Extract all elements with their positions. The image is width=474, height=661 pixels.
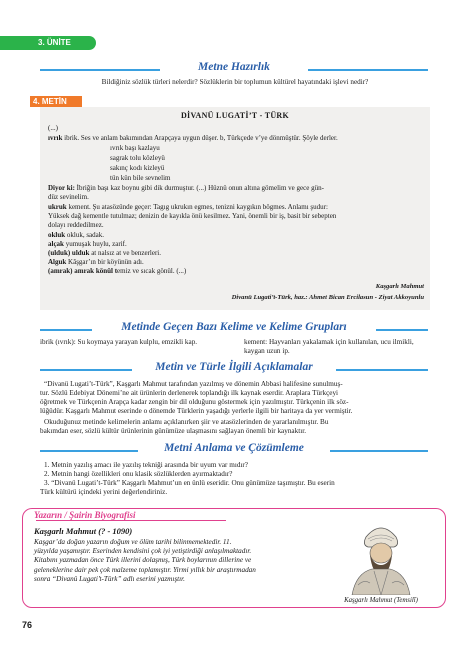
reading-title: DİVANÜ LUGATİ’T - TÜRK: [180, 111, 290, 120]
reading-line: ukruk kement. Şu atasözünde geçer: Tagıg ukrukın egmes, tenizni kaygıkın bögmes. Anlamı şudur:: [48, 203, 328, 211]
reading-line: ıvrık ibrik. Ses ve anlam bakımından Arapçaya uygun düşer. b, Türkçede v’ye dönmüştür. Şöyle derler.: [48, 134, 338, 142]
biography-heading: Yazarın / Şairin Biyografisi: [34, 510, 136, 520]
explanation-line: bakımdan eser, sözlü kültür ürünlerinin günümüze ulaşmasını sağlayan önemli bir kaynaktır.: [40, 427, 306, 435]
reading-line: dolayı reddedilmez.: [48, 221, 104, 229]
unit-tab: 3. ÜNİTE: [0, 36, 96, 50]
page-number: 76: [22, 620, 33, 630]
question-3: 3. “Divanü Lugati’t-Türk” Kaşgarlı Mahmut’un en ünlü eseridir. Onu günümüze taşımıştır. Bu eserin: [44, 479, 335, 487]
portrait-caption: Kaşgarlı Mahmut (Temsilî): [344, 597, 418, 604]
biography-text: [34, 538, 334, 584]
biography-line: yüzyılda yaşamıştır. Eserinden kendisini çok iyi yetiştirdiği anlaşılmaktadır.: [34, 547, 252, 556]
reading-line: okluk okluk, sadak.: [48, 231, 105, 239]
section-title: Metne Hazırlık: [198, 61, 270, 73]
poem-line: tün kün bile sevnelim: [110, 174, 171, 182]
reading-line: (...): [48, 124, 58, 132]
section-header-metne-hazirlik: [40, 62, 428, 76]
portrait-illustration: [344, 515, 418, 595]
poem-line: sakınç kodı kizleyü: [110, 164, 165, 172]
explanation-line: öğretmek ve Türkçenin Arapça kadar zengin bir dil olduğunu göstermek için yazılmıştır. Türkçenin ilk söz-: [40, 398, 349, 406]
question-3-cont: Türk kültürü içindeki yerini değerlendiriniz.: [40, 488, 168, 496]
question-2: 2. Metnin hangi özellikleri onu klasik sözlüklerden ayırmaktadır?: [44, 470, 233, 478]
biography-line: Kaşgar’da doğan yazarın doğum ve ölüm tarihi bilinmemektedir. 11.: [34, 538, 232, 546]
reading-line: Alguk Kâşgar’ın bir köyünün adı.: [48, 258, 144, 266]
poem-line: ıvrık başı kazlayu: [110, 144, 160, 152]
reading-author: Kaşgarlı Mahmut: [375, 283, 424, 290]
section-header-aciklamalar: [40, 362, 428, 376]
biography-line: Kitabını yazmadan önce Türk illerini dolaşmış, Türk boylarının dillerine ve: [34, 556, 252, 565]
reading-line: (ulduk) ulduk at nalsız at ve benzerleri.: [48, 249, 161, 257]
reading-line: Yüksek dağ kementle tutulmaz; denizin de kayıkla önü kesilmez. Yani, önemli bir iş, basit bir sebepten: [48, 212, 337, 220]
reading-line: Diyor ki: İbriğin başı kaz boynu gibi dik durmuştur. (...) Hüznü onun altına gömelim ve gece gün-: [48, 184, 324, 192]
explanation-line: “Divanü Lugati’t-Türk”, Kaşgarlı Mahmut tarafından yazılmış ve dönemin Abbasi halifesine sunulmuş-: [44, 380, 343, 388]
vocab-left: ibrik (ıvrık): Su koymaya yarayan kulplu, emzikli kap.: [40, 338, 198, 346]
biography-line: sonra “Divanü Lugati’t-Türk” adlı eserini yazmıştır.: [34, 574, 185, 583]
reading-line: düz sevinelim.: [48, 193, 89, 201]
section-header-kelimeler: [40, 322, 428, 336]
reading-line: alçak yumuşak huylu, zarif.: [48, 240, 127, 248]
section-title: Metin ve Türle İlgili Açıklamalar: [155, 361, 313, 373]
biography-line: geleneklerine dair pek çok malzeme toplamıştır. Yirmi yıllık bir araştırmadan: [34, 565, 256, 574]
biography-underline: [36, 520, 226, 521]
explanation-line: lüğüdür. Kaşgarlı Mahmut eserinde o dönemde Türklerin yaşadığı yerlerle ilgili bir haritaya da yer vermiştir.: [40, 407, 353, 415]
explanation-line: Okuduğunuz metinde kelimelerin anlamı açıklanırken şiir ve atasözlerinden de yararlanılmıştır. Bu: [44, 418, 329, 426]
vocab-right: kement: Hayvanları yakalamak için kullanılan, ucu ilmikli, kaygan uzun ip.: [244, 338, 414, 355]
question-1: 1. Metnin yazılış amacı ile yazılış tekniği arasında bir uyum var mıdır?: [44, 461, 248, 469]
metin-tag: 4. METİN: [30, 96, 82, 107]
section-title: Metni Anlama ve Çözümleme: [164, 442, 304, 454]
reading-line: (amrak) amrak könül temiz ve sıcak gönül. (...): [48, 267, 187, 275]
biography-name: Kaşgarlı Mahmut (? - 1090): [34, 526, 133, 536]
poem-line: sagrak tolu közleyü: [110, 154, 165, 162]
section-header-anlama: [40, 443, 428, 457]
section-title: Metinde Geçen Bazı Kelime ve Kelime Grupları: [121, 321, 347, 333]
reading-source: Divanü Lugati’t-Türk, haz.: Ahmet Bican Ercilasun - Ziyat Akkoyunlu: [231, 294, 424, 301]
prep-question: Bildiğiniz sözlük türleri nelerdir? Sözlüklerin bir toplumun kültürel hayatındaki işlevi nedir?: [101, 78, 369, 86]
explanation-line: tur. Sözlü Edebiyat Dönemi’ne ait ürünlerin derlenerek toplandığı ilk kaynak eserdir. Araplara Türkçeyi: [40, 389, 339, 397]
